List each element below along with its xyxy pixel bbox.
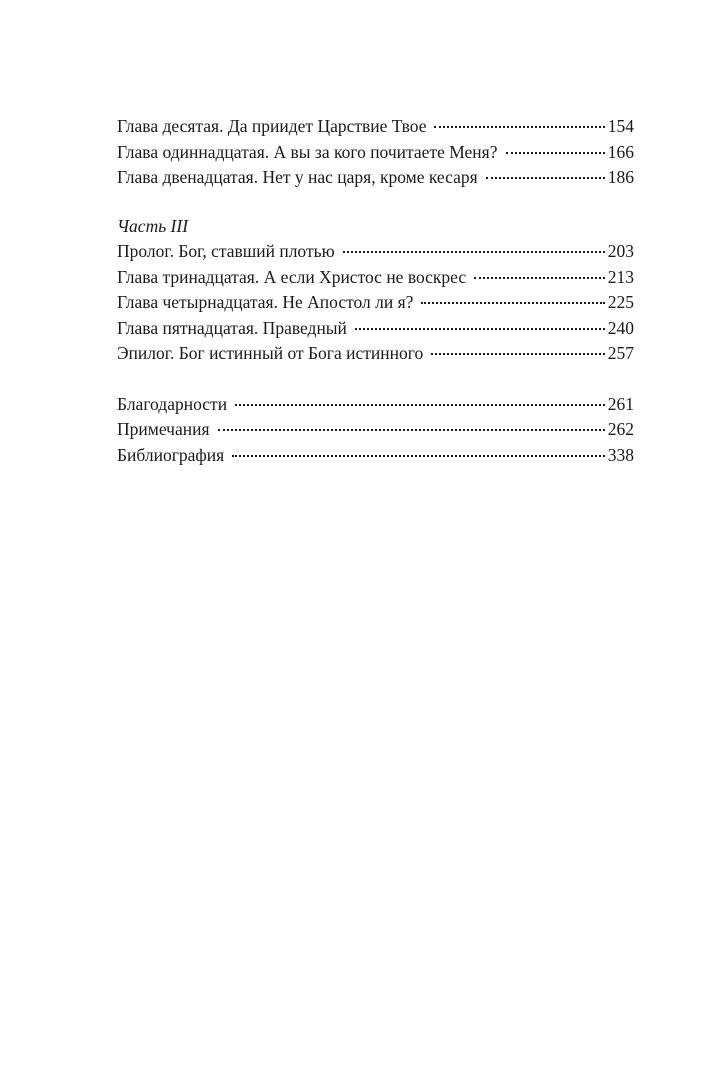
dot-leader — [431, 353, 605, 355]
toc-entry[interactable] — [117, 140, 634, 166]
dot-leader — [434, 126, 604, 128]
toc-entry[interactable] — [117, 239, 634, 265]
dot-leader — [355, 328, 605, 330]
toc-group-part2-end — [117, 114, 634, 191]
dot-leader — [506, 152, 605, 154]
toc-entry-title: Глава одиннадцатая. А вы за кого почитаете Меня? — [117, 141, 498, 162]
toc-entry-title: Глава двенадцатая. Нет у нас царя, кроме кесаря — [117, 167, 478, 187]
toc-entry-title: Библиография — [117, 444, 225, 465]
toc-entry-title: Примечания — [117, 419, 210, 439]
dot-leader — [343, 251, 605, 253]
toc-entry-page: 338 — [607, 444, 634, 465]
toc-entry-page: 166 — [607, 141, 634, 162]
toc-entry-page: 203 — [607, 241, 634, 261]
dot-leader — [235, 404, 605, 406]
toc-entry-title: Глава четырнадцатая. Не Апостол ли я? — [117, 292, 414, 312]
toc-entry[interactable] — [117, 265, 634, 291]
toc-entry-title: Глава пятнадцатая. Праведный — [117, 317, 347, 338]
dot-leader — [421, 302, 604, 304]
dot-leader — [218, 429, 605, 431]
toc-entry[interactable] — [117, 114, 634, 140]
toc-entry-title: Глава десятая. Да приидет Царствие Твое — [117, 116, 427, 136]
toc-entry-page: 154 — [607, 116, 634, 136]
toc-entry[interactable] — [117, 316, 634, 342]
dot-leader — [486, 177, 605, 179]
section-gap — [117, 367, 634, 392]
toc-entry-page: 240 — [607, 317, 634, 338]
toc-group-part3 — [117, 239, 634, 367]
toc-entry-title: Благодарности — [117, 393, 228, 414]
toc-entry-page: 257 — [607, 343, 634, 363]
toc-entry-title: Пролог. Бог, ставший плотью — [117, 241, 335, 261]
toc-entry-page: 213 — [607, 266, 634, 287]
toc-entry[interactable] — [117, 443, 634, 469]
toc-entry[interactable] — [117, 341, 634, 367]
toc-group-back-matter — [117, 392, 634, 469]
part-heading: Часть III — [117, 215, 189, 236]
toc-entry[interactable] — [117, 165, 634, 191]
dot-leader — [474, 277, 605, 279]
toc-entry-title: Глава тринадцатая. А если Христос не воскрес — [117, 266, 467, 287]
toc-entry[interactable] — [117, 417, 634, 443]
toc-entry-page: 225 — [607, 292, 634, 312]
table-of-contents — [117, 114, 634, 468]
toc-entry-page: 261 — [607, 393, 634, 414]
toc-entry-page: 186 — [607, 167, 634, 187]
dot-leader — [232, 455, 605, 457]
toc-entry[interactable] — [117, 392, 634, 418]
toc-entry-page: 262 — [607, 419, 634, 439]
toc-entry-title: Эпилог. Бог истинный от Бога истинного — [117, 343, 424, 363]
toc-entry[interactable] — [117, 290, 634, 316]
